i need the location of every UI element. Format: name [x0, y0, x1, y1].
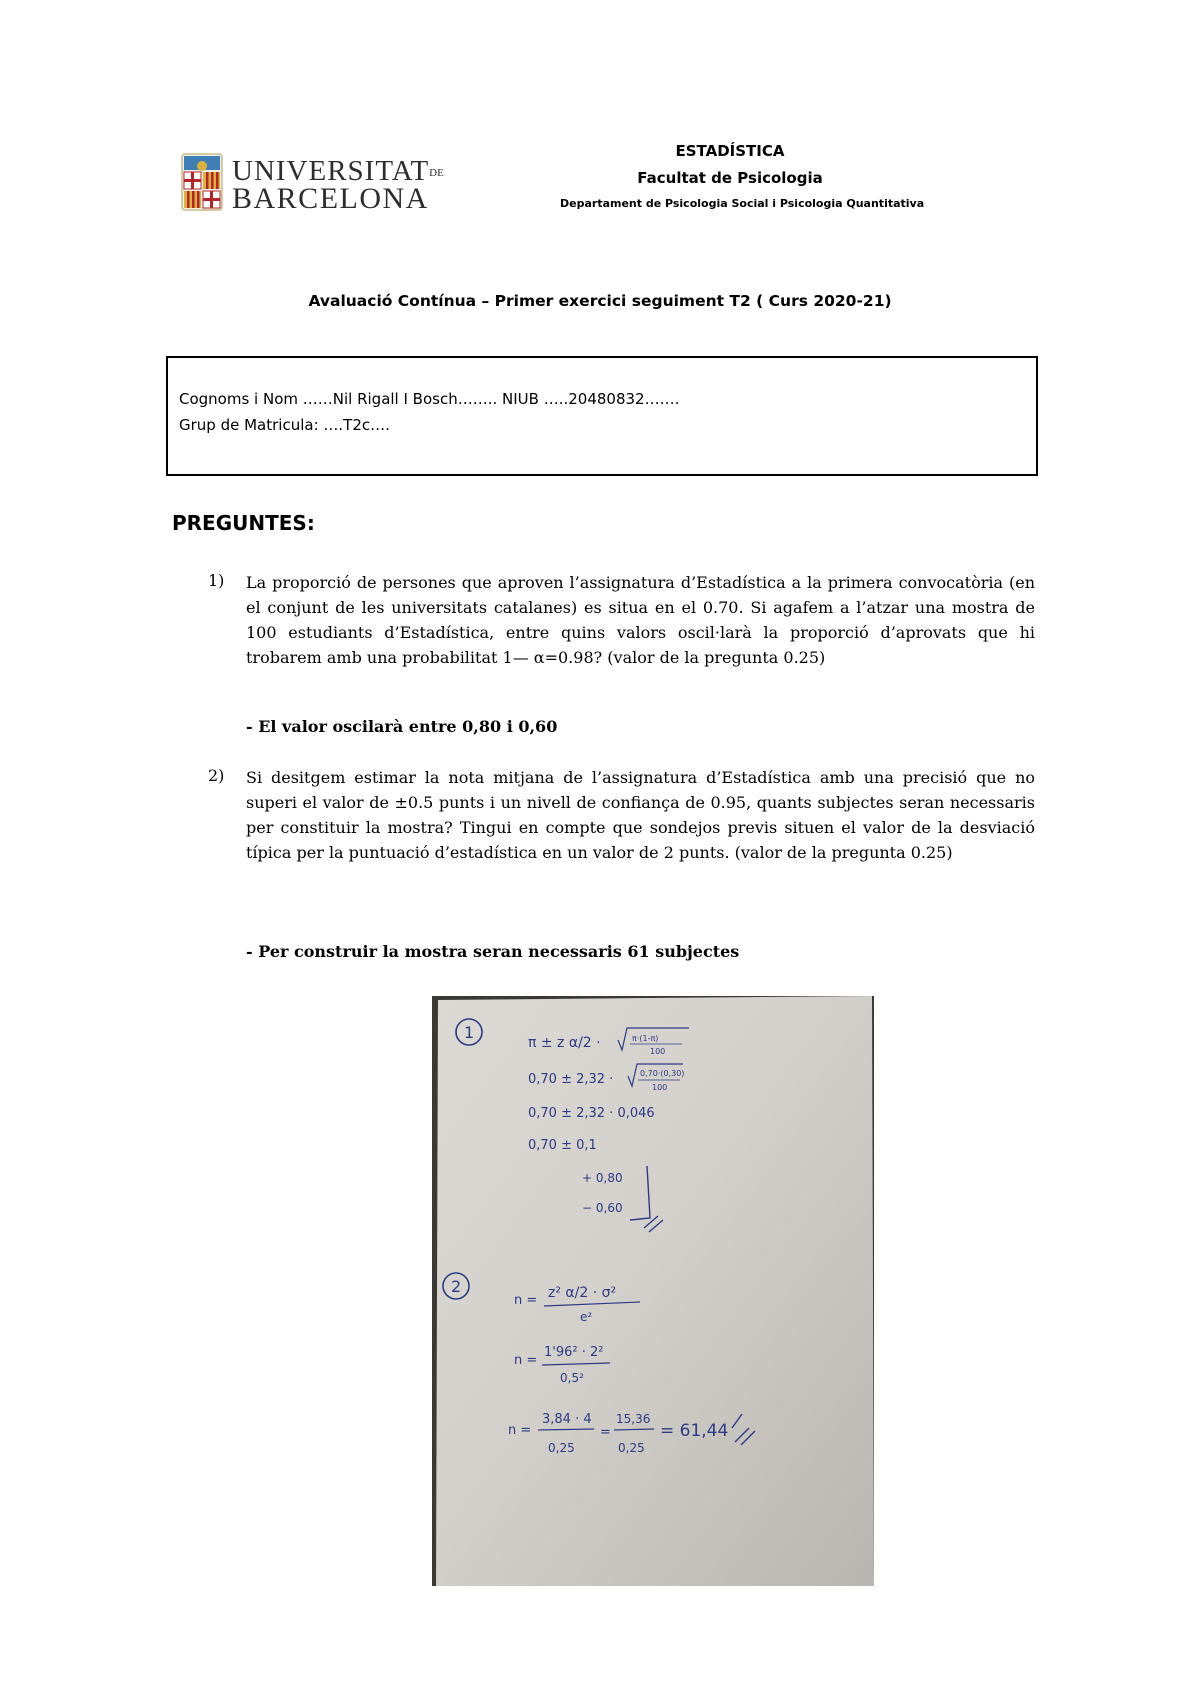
hw-q1-line: 100	[650, 1047, 666, 1056]
question-1-number: 1)	[208, 571, 225, 590]
page-title: Avaluació Contínua – Primer exercici seguiment T2 ( Curs 2020-21)	[308, 292, 892, 310]
faculty-heading: Facultat de Psicologia	[637, 169, 823, 187]
department-heading: Departament de Psicologia Social i Psicologia Quantitativa	[560, 197, 925, 210]
question-2-text: Si desitgem estimar la nota mitjana de l’assignatura d’Estadística amb una precisió que no superi el valor de ±0.5 punts i un nivell de confiança de 0.95, quants subjectes seran necessaris per constituir la mostra? Tingui en compte que sondejos previs situen el valor de la desviació típica per la puntuació d’estadística en un valor de 2 punts. (valor de la pregunta 0.25)	[246, 768, 1035, 862]
question-1-answer: - El valor oscilarà entre 0,80 i 0,60	[246, 717, 558, 736]
hw-q2-line: 0,25	[548, 1441, 575, 1455]
hw-q1-line: + 0,80	[582, 1171, 623, 1185]
hw-q2-line: 15,36	[616, 1412, 651, 1426]
hw-q2-line: 1'96² · 2²	[544, 1345, 604, 1360]
question-1-text: La proporció de persones que aproven l’assignatura d’Estadística a la primera convocatòria (en el conjunt de les universitats catalanes) es situa en el 0.70. Si agafem a l’atzar una mostra de 100 estudiants d’Estadística, entre quins valors oscil·larà la proporció d’aprovats que hi trobarem amb una probabilitat 1— α=0.98? (valor de la pregunta 0.25)	[246, 573, 1035, 667]
section-title: PREGUNTES:	[172, 511, 315, 535]
hw-q2-line: 0,5²	[560, 1371, 584, 1385]
hw-q1-line: π ± z α/2 ·	[528, 1035, 601, 1051]
hw-q1-label: 1	[464, 1023, 475, 1042]
hw-q2-line: e²	[580, 1310, 593, 1324]
hw-q2-label: 2	[451, 1277, 462, 1296]
hw-q2-line: n =	[514, 1293, 538, 1308]
hw-q2-line: 0,25	[618, 1441, 645, 1455]
question-2-answer: - Per construir la mostra seran necessaris 61 subjectes	[246, 942, 740, 961]
student-name-line: Cognoms i Nom ……Nil Rigall I Bosch…….. NIUB …..20480832…….	[179, 390, 680, 408]
university-logo	[180, 152, 444, 216]
logo-text-universitat: UNIVERSITATDE	[232, 155, 444, 187]
hw-q2-line: z² α/2 · σ²	[548, 1285, 617, 1301]
enrollment-group-line: Grup de Matricula: ….T2c….	[179, 416, 390, 434]
hw-q1-line: − 0,60	[582, 1201, 623, 1215]
hw-q1-line: 0,70 ± 2,32 ·	[528, 1072, 614, 1087]
hw-q2-line: 3,84 · 4	[542, 1412, 592, 1427]
handwritten-solution-photo	[432, 996, 874, 1586]
hw-q1-line: π·(1-π)	[632, 1034, 659, 1043]
hw-q1-line: 0,70·(0,30)	[640, 1069, 685, 1078]
hw-q1-line: 0,70 ± 2,32 · 0,046	[528, 1106, 655, 1121]
student-info-box	[166, 356, 1038, 476]
university-shield-icon	[180, 152, 224, 212]
hw-q2-line: =	[600, 1425, 611, 1440]
subject-heading: ESTADÍSTICA	[675, 142, 785, 160]
hw-q2-line: n =	[508, 1423, 532, 1438]
question-2-number: 2)	[208, 766, 225, 785]
hw-q2-line: n =	[514, 1353, 538, 1368]
hw-q2-line: = 61,44	[660, 1421, 729, 1441]
logo-text-barcelona: BARCELONA	[232, 182, 429, 215]
hw-q1-line: 100	[652, 1083, 668, 1092]
hw-q1-line: 0,70 ± 0,1	[528, 1138, 597, 1153]
